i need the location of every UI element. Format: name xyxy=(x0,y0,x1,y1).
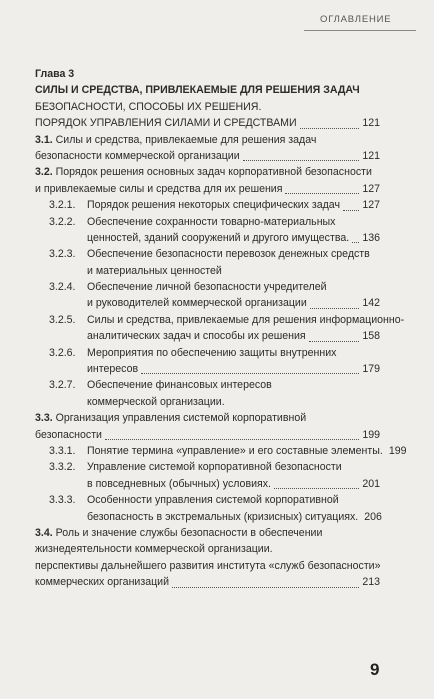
section-number: 3.2.4. xyxy=(49,281,76,294)
entry-text: и привлекаемые силы и средства для их решения xyxy=(35,182,283,195)
chapter-title-line: БЕЗОПАСНОСТИ, СПОСОБЫ ИХ РЕШЕНИЯ. xyxy=(35,100,262,113)
section-number: 3.4. xyxy=(35,526,53,539)
chapter-title-line: СИЛЫ И СРЕДСТВА, ПРИВЛЕКАЕМЫЕ ДЛЯ РЕШЕНИЯ ЗАДАЧ xyxy=(35,84,360,97)
entry-text: в повседневных (обычных) условиях. xyxy=(87,477,271,490)
section-number: 3.3. xyxy=(35,412,53,425)
entry-text: интересов xyxy=(87,363,139,376)
entry-text: Управление системой корпоративной безопасности xyxy=(87,461,342,474)
page-number: 136 xyxy=(362,231,380,244)
section-number: 3.3.1. xyxy=(49,444,76,457)
section-number: 3.2.1. xyxy=(49,199,76,212)
toc-entry-3-3-3-cont xyxy=(49,509,380,525)
entry-text: Силы и средства, привлекаемые для решения информационно- xyxy=(87,313,405,326)
entry-text: Организация управления системой корпоративной xyxy=(55,412,307,425)
dot-leader xyxy=(141,373,359,374)
toc-entry-3-2-2-cont xyxy=(49,230,380,246)
chapter-title-line: ПОРЯДОК УПРАВЛЕНИЯ СИЛАМИ И СРЕДСТВАМИ xyxy=(35,117,297,130)
table-of-contents xyxy=(35,66,407,591)
dot-leader xyxy=(352,242,359,243)
page-number: 158 xyxy=(362,330,380,343)
entry-text: и материальных ценностей xyxy=(87,264,222,277)
entry-text: Обеспечение сохранности товарно-материальных xyxy=(87,215,336,228)
entry-text: жизнедеятельности коммерческой организации. xyxy=(35,543,273,556)
section-number: 3.2.7. xyxy=(49,379,76,392)
entry-text: Особенности управления системой корпоративной xyxy=(87,494,339,507)
section-number: 3.2.5. xyxy=(49,313,76,326)
entry-text: Обеспечение безопасности перевозок денежных средств xyxy=(87,248,370,261)
entry-text: Порядок решения некоторых специфических задач xyxy=(87,199,340,212)
chapter-label: Глава 3 xyxy=(35,68,75,80)
toc-entry-3-3-3 xyxy=(49,492,380,508)
page-number: 142 xyxy=(362,297,380,310)
dot-leader xyxy=(310,308,360,309)
toc-entry-3-3-cont xyxy=(35,427,380,443)
section-number: 3.1. xyxy=(35,133,53,146)
toc-entry-3-3-1 xyxy=(49,443,407,459)
toc-entry-3-3-2-cont xyxy=(49,476,380,492)
toc-entry-3-1 xyxy=(35,132,380,148)
entry-text: аналитических задач и способы их решения xyxy=(87,330,306,343)
toc-entry-3-2-5-cont xyxy=(49,328,380,344)
chapter-title-last-line xyxy=(35,115,380,131)
entry-text: Порядок решения основных задач корпоративной безопасности xyxy=(55,166,372,179)
section-number: 3.2.2. xyxy=(49,215,76,228)
toc-entry-3-2-7 xyxy=(49,377,380,393)
entry-text: коммерческой организации. xyxy=(87,395,225,408)
entry-text: перспективы дальнейшего развития института «служб безопасности» xyxy=(35,559,381,572)
entry-text: Силы и средства, привлекаемые для решения задач xyxy=(55,133,317,146)
entry-text: ценностей, зданий сооружений и другого имущества. xyxy=(87,231,350,244)
dot-leader xyxy=(300,128,360,129)
toc-entry-3-2-6-cont xyxy=(49,361,380,377)
toc-entry-3-2-1 xyxy=(49,197,380,213)
toc-entry-3-2-6 xyxy=(49,345,380,361)
toc-entry-3-2-5 xyxy=(49,312,405,328)
dot-leader xyxy=(243,160,360,161)
entry-text: безопасность в экстремальных (кризисных) ситуациях. xyxy=(87,510,359,523)
page-number: 213 xyxy=(362,576,380,589)
dot-leader xyxy=(274,488,359,489)
page-number: 206 xyxy=(364,510,382,523)
toc-entry-3-3-2 xyxy=(49,459,380,475)
toc-entry-3-2 xyxy=(35,164,380,180)
dot-leader xyxy=(309,341,360,342)
toc-entry-3-2-2 xyxy=(49,214,380,230)
page-number: 127 xyxy=(362,199,380,212)
page-number: 179 xyxy=(362,363,380,376)
entry-text: Обеспечение личной безопасности учредителей xyxy=(87,281,327,294)
header-rule xyxy=(304,30,416,31)
page-number: 199 xyxy=(362,428,380,441)
toc-entry-3-4-cont xyxy=(35,574,380,590)
toc-entry-3-2-7-cont xyxy=(49,394,380,410)
page-number: 199 xyxy=(388,444,407,457)
entry-text: Мероприятия по обеспечению защиты внутренних xyxy=(87,346,337,359)
entry-text: и руководителей коммерческой организации xyxy=(87,297,307,310)
toc-entry-3-2-cont xyxy=(35,181,380,197)
entry-text: Роль и значение службы безопасности в обеспечении xyxy=(55,526,323,539)
page-number: 127 xyxy=(362,182,380,195)
entry-text: коммерческих организаций xyxy=(35,576,169,589)
entry-text: безопасности xyxy=(35,428,102,441)
toc-entry-3-2-4 xyxy=(49,279,380,295)
page-number: 121 xyxy=(362,149,380,162)
section-number: 3.2.6. xyxy=(49,346,76,359)
dot-leader xyxy=(172,587,359,588)
section-number: 3.2.3. xyxy=(49,248,76,261)
entry-text: Понятие термина «управление» и его составные элементы. xyxy=(87,444,383,457)
toc-entry-3-1-cont xyxy=(35,148,380,164)
toc-entry-3-2-3 xyxy=(49,246,380,262)
toc-entry-3-4 xyxy=(35,525,380,541)
dot-leader xyxy=(105,439,359,440)
section-number: 3.2. xyxy=(35,166,53,179)
page-folio: 9 xyxy=(370,660,380,679)
entry-text: Обеспечение финансовых интересов xyxy=(87,379,272,392)
toc-entry-3-2-4-cont xyxy=(49,295,380,311)
page-number: 201 xyxy=(362,477,380,490)
section-number: 3.3.2. xyxy=(49,461,76,474)
running-head: ОГЛАВЛЕНИЕ xyxy=(320,14,392,25)
dot-leader xyxy=(285,193,359,194)
section-number: 3.3.3. xyxy=(49,494,76,507)
toc-entry-3-3 xyxy=(35,410,380,426)
dot-leader xyxy=(343,210,359,211)
entry-text: безопасности коммерческой организации xyxy=(35,149,240,162)
page-number: 121 xyxy=(362,117,380,130)
toc-entry-3-2-3-cont xyxy=(49,263,380,279)
